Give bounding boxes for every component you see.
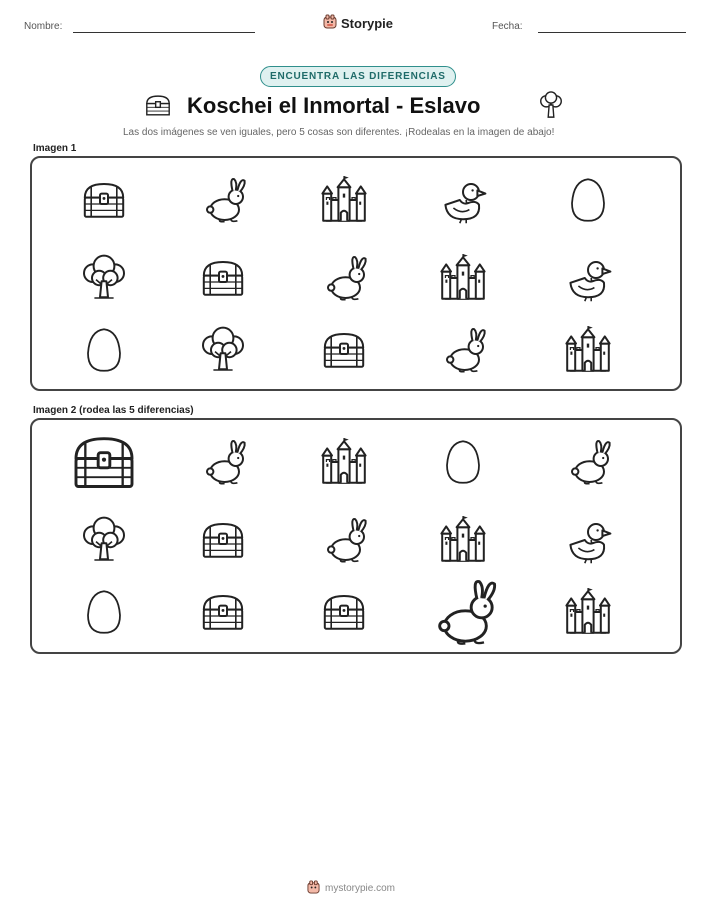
image1-label: Imagen 1 — [33, 143, 77, 154]
image2-tree-icon[interactable] — [80, 516, 128, 564]
storypie-mascot-icon — [307, 880, 320, 897]
image1-chest-icon — [320, 326, 368, 374]
image1-duck-icon — [564, 254, 612, 302]
footer-url: mystorypie.com — [325, 883, 396, 894]
title-tree-icon — [537, 91, 565, 124]
brand-logo — [323, 14, 393, 32]
image1-tree-icon — [80, 254, 128, 302]
image2-castle-icon[interactable] — [439, 516, 487, 564]
name-line[interactable] — [73, 32, 255, 33]
image2-chest-icon[interactable] — [199, 516, 247, 564]
image1-tree-icon — [199, 326, 247, 374]
image2-rabbit-icon[interactable] — [320, 516, 368, 564]
image2-chest-icon[interactable] — [69, 427, 139, 497]
image1-castle-icon — [439, 254, 487, 302]
image2-panel[interactable] — [30, 418, 682, 654]
image1-panel — [30, 156, 682, 391]
footer — [307, 880, 395, 897]
image1-castle-icon — [564, 326, 612, 374]
image1-chest-icon — [199, 254, 247, 302]
activity-badge: ENCUENTRA LAS DIFERENCIAS — [260, 66, 456, 87]
image2-rabbit-icon[interactable] — [564, 438, 612, 486]
image1-duck-icon — [439, 176, 487, 224]
page-title: Koschei el Inmortal - Eslavo — [187, 93, 481, 118]
image2-label: Imagen 2 (rodea las 5 diferencias) — [33, 405, 194, 416]
date-line[interactable] — [538, 32, 686, 33]
image2-rabbit-icon[interactable] — [428, 577, 498, 647]
image2-egg-icon[interactable] — [439, 438, 487, 486]
image1-egg-icon — [564, 176, 612, 224]
image1-rabbit-icon — [199, 176, 247, 224]
image2-castle-icon[interactable] — [564, 588, 612, 636]
instructions: Las dos imágenes se ven iguales, pero 5 cosas son diferentes. ¡Rodealas en la imagen de abajo! — [123, 127, 555, 138]
image1-rabbit-icon — [320, 254, 368, 302]
image2-castle-icon[interactable] — [320, 438, 368, 486]
image2-chest-icon[interactable] — [199, 588, 247, 636]
image2-egg-icon[interactable] — [80, 588, 128, 636]
image2-duck-icon[interactable] — [564, 516, 612, 564]
date-label: Fecha: — [492, 21, 523, 32]
name-label: Nombre: — [24, 21, 63, 32]
image1-chest-icon — [80, 176, 128, 224]
image1-rabbit-icon — [439, 326, 487, 374]
brand-name: Storypie — [341, 15, 394, 31]
title-chest-icon — [144, 93, 172, 122]
image2-chest-icon[interactable] — [320, 588, 368, 636]
image1-castle-icon — [320, 176, 368, 224]
storypie-mascot-icon — [323, 14, 337, 32]
image1-egg-icon — [80, 326, 128, 374]
image2-rabbit-icon[interactable] — [199, 438, 247, 486]
